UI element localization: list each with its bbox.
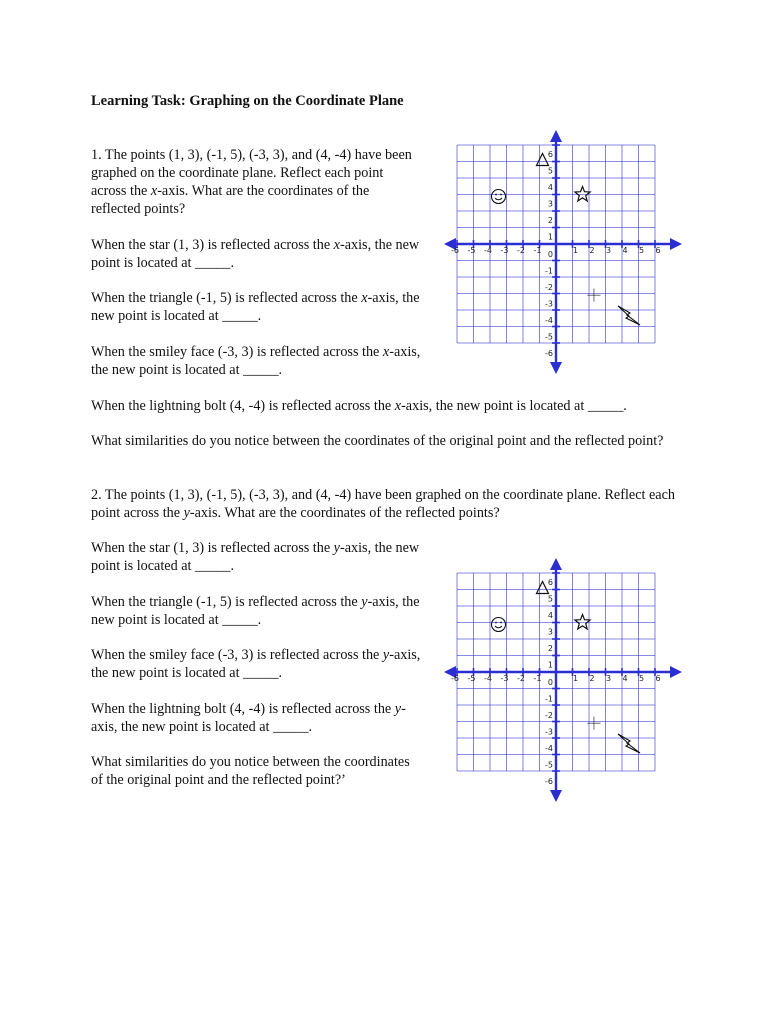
- x-tick-label: -6: [451, 246, 459, 255]
- x-tick-label: -5: [467, 674, 476, 683]
- y-tick-label: -5: [545, 332, 553, 342]
- lightning-bolt-icon: [618, 734, 640, 753]
- smiley-eye: [495, 622, 497, 624]
- smiley-eye: [495, 194, 497, 196]
- y-tick-label: -3: [545, 299, 553, 309]
- x-tick-label: 5: [638, 674, 645, 683]
- x-tick-label: -2: [517, 674, 525, 683]
- smiley-mouth: [495, 198, 502, 200]
- question-2-star: When the star (1, 3) is reflected across the y-axis, the new point is located at _____.: [91, 540, 420, 574]
- x-tick-label: -1: [533, 246, 542, 255]
- x-tick-label: -4: [484, 674, 492, 683]
- star-icon: [575, 615, 590, 630]
- x-tick-label: 4: [622, 674, 628, 683]
- x-tick-label: -3: [500, 674, 509, 683]
- y-tick-label: 3: [547, 627, 553, 637]
- y-tick-label: 1: [547, 232, 553, 242]
- x-tick-label: 6: [655, 246, 661, 255]
- triangle-icon: [537, 582, 549, 594]
- y-tick-label: 4: [547, 611, 553, 620]
- y-tick-label: -3: [545, 727, 553, 737]
- smiley-eye: [500, 194, 502, 196]
- y-tick-label: 2: [547, 216, 553, 225]
- y-tick-label: -4: [545, 316, 553, 325]
- triangle-icon: [537, 154, 549, 166]
- smiley-eye: [500, 622, 502, 624]
- y-tick-label: -4: [545, 744, 553, 753]
- question-1-similarities: What similarities do you notice between the coordinates of the original point and the reflected point?: [91, 433, 664, 449]
- y-tick-label: 2: [547, 644, 553, 653]
- x-tick-label: 3: [605, 246, 612, 255]
- question-1-triangle: When the triangle (-1, 5) is reflected across the x-axis, the new point is located at _____.: [91, 290, 420, 324]
- y-tick-label: 1: [547, 660, 553, 670]
- y-tick-label: 4: [547, 183, 553, 192]
- question-1-star: When the star (1, 3) is reflected across the x-axis, the new point is located at _____.: [91, 237, 420, 271]
- x-tick-label: -5: [467, 246, 476, 255]
- y-tick-label: 6: [547, 578, 553, 587]
- y-axis-arrow-up: [550, 558, 562, 570]
- y-axis-arrow-up: [550, 130, 562, 142]
- smiley-mouth: [495, 626, 502, 628]
- x-tick-label: 2: [589, 246, 595, 255]
- y-tick-label: 6: [547, 150, 553, 159]
- y-tick-label: 0: [547, 250, 553, 259]
- x-tick-label: 6: [655, 674, 661, 683]
- y-tick-label: 3: [547, 199, 553, 209]
- star-icon: [575, 187, 590, 202]
- y-tick-label: 5: [547, 166, 553, 176]
- coordinate-plane-1: [444, 128, 684, 376]
- y-tick-label: 0: [547, 678, 553, 687]
- coordinate-plane-2: [444, 556, 684, 804]
- x-tick-label: -4: [484, 246, 492, 255]
- question-1-smiley: When the smiley face (-3, 3) is reflected across the x-axis, the new point is located at _____.: [91, 344, 421, 378]
- y-tick-label: -1: [545, 694, 553, 704]
- x-tick-label: 5: [638, 246, 645, 255]
- question-2-bolt: When the lightning bolt (4, -4) is reflected across the y-axis, the new point is located at _____.: [91, 701, 406, 735]
- lightning-bolt-icon: [618, 306, 640, 325]
- y-tick-label: -6: [545, 777, 553, 786]
- x-tick-label: 1: [572, 674, 579, 683]
- question-2-triangle: When the triangle (-1, 5) is reflected across the y-axis, the new point is located at _____.: [91, 594, 420, 628]
- y-tick-label: -5: [545, 760, 553, 770]
- smiley-icon: [492, 190, 506, 204]
- page-title: Learning Task: Graphing on the Coordinate Plane: [91, 93, 404, 109]
- y-tick-label: -6: [545, 349, 553, 358]
- x-tick-label: -2: [517, 246, 525, 255]
- y-tick-label: -2: [545, 283, 553, 292]
- question-2-intro: 2. The points (1, 3), (-1, 5), (-3, 3), and (4, -4) have been graphed on the coordinate plane. Reflect each point across the y-axis. What are the coordinates of the reflected points?: [91, 487, 675, 521]
- x-tick-label: -3: [500, 246, 509, 255]
- x-tick-label: 1: [572, 246, 579, 255]
- x-axis-arrow-right: [670, 238, 682, 250]
- x-tick-label: 2: [589, 674, 595, 683]
- smiley-icon: [492, 618, 506, 632]
- question-2-smiley: When the smiley face (-3, 3) is reflected across the y-axis, the new point is located at _____.: [91, 647, 421, 681]
- y-tick-label: -1: [545, 266, 553, 276]
- x-axis-arrow-right: [670, 666, 682, 678]
- question-1-intro: 1. The points (1, 3), (-1, 5), (-3, 3), and (4, -4) have been graphed on the coordinate plane. Reflect each point across the x-axis. What are the coordinates of the reflected points?: [91, 147, 412, 217]
- x-tick-label: 4: [622, 246, 628, 255]
- y-axis-arrow-down: [550, 362, 562, 374]
- question-1-bolt: When the lightning bolt (4, -4) is reflected across the x-axis, the new point is located at _____.: [91, 398, 627, 414]
- x-tick-label: -1: [533, 674, 542, 683]
- y-axis-arrow-down: [550, 790, 562, 802]
- question-2-similarities: What similarities do you notice between the coordinates of the original point and the reflected point?’: [91, 754, 410, 788]
- y-tick-label: 5: [547, 594, 553, 604]
- y-tick-label: -2: [545, 711, 553, 720]
- x-tick-label: 3: [605, 674, 612, 683]
- x-tick-label: -6: [451, 674, 459, 683]
